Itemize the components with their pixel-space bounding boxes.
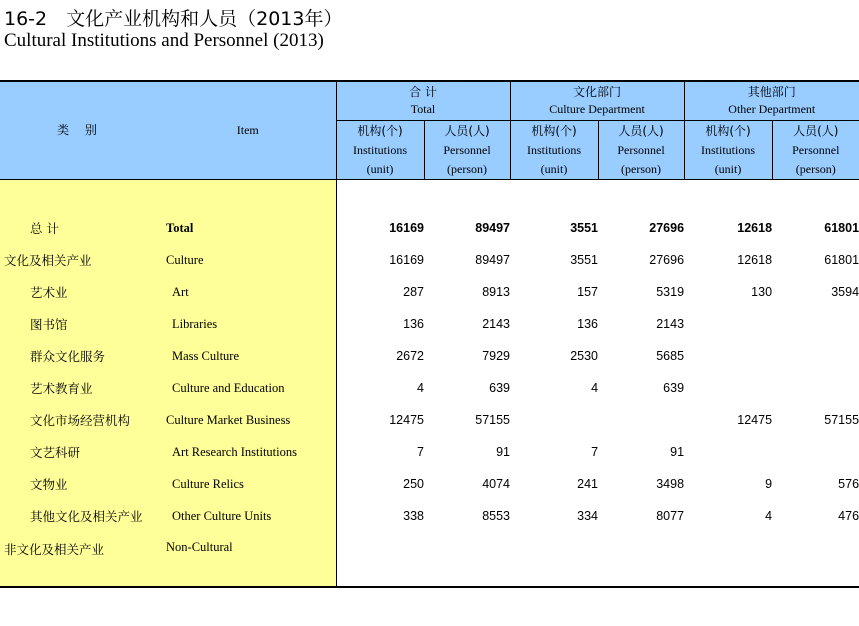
row-label-en: Mass Culture bbox=[160, 340, 336, 372]
value-cell bbox=[510, 404, 598, 436]
row-label-en: Culture Market Business bbox=[160, 404, 336, 436]
value-cell: 2143 bbox=[482, 317, 511, 331]
value-cell bbox=[772, 436, 859, 468]
table-row bbox=[0, 340, 859, 372]
value-cell: 27696 bbox=[649, 253, 685, 267]
row-label-cn: 图书馆 bbox=[0, 308, 160, 340]
data-table bbox=[0, 80, 859, 588]
row-label-en: Non-Cultural bbox=[160, 532, 336, 587]
value-cell: 136 bbox=[577, 317, 599, 331]
value-cell: 576 bbox=[838, 477, 859, 491]
row-label-en: Culture bbox=[160, 244, 336, 276]
value-cell: 8553 bbox=[482, 509, 511, 523]
value-cell: 7 bbox=[336, 436, 424, 468]
value-cell: 2530 bbox=[570, 349, 599, 363]
value-cell: 57155 bbox=[824, 413, 859, 427]
header-category: 类 别 bbox=[0, 81, 160, 180]
row-label-cn: 文化及相关产业 bbox=[0, 244, 160, 276]
value-cell bbox=[336, 532, 424, 587]
header-group-total: 合 计 Total bbox=[336, 81, 510, 121]
table-row bbox=[0, 372, 859, 404]
value-cell bbox=[684, 308, 772, 340]
row-label-cn: 其他文化及相关产业 bbox=[0, 500, 160, 532]
row-label-cn: 艺术业 bbox=[0, 276, 160, 308]
value-cell: 91 bbox=[496, 445, 511, 459]
table-row bbox=[0, 436, 859, 468]
row-label-cn: 非文化及相关产业 bbox=[0, 532, 160, 587]
table-row bbox=[0, 308, 859, 340]
value-cell: 61801 bbox=[824, 253, 859, 267]
value-cell: 338 bbox=[336, 500, 424, 532]
header-item: Item bbox=[160, 81, 336, 180]
value-cell bbox=[510, 532, 598, 587]
value-cell: 476 bbox=[838, 509, 859, 523]
value-cell bbox=[772, 532, 859, 587]
table-row bbox=[0, 404, 859, 436]
value-cell: 639 bbox=[663, 381, 685, 395]
table-row bbox=[0, 276, 859, 308]
value-cell bbox=[772, 372, 859, 404]
table-row bbox=[0, 468, 859, 500]
value-cell: 89497 bbox=[475, 221, 511, 235]
value-cell bbox=[772, 308, 859, 340]
value-cell: 12475 bbox=[737, 413, 773, 427]
value-cell: 16169 bbox=[336, 212, 424, 244]
header-group-culture-dept: 文化部门 Culture Department bbox=[510, 81, 684, 121]
value-cell: 12618 bbox=[737, 253, 773, 267]
value-cell bbox=[772, 340, 859, 372]
header-personnel: 人员(人) Personnel (person) bbox=[772, 121, 859, 180]
value-cell: 16169 bbox=[336, 244, 424, 276]
header-personnel: 人员(人) Personnel (person) bbox=[598, 121, 684, 180]
value-cell: 7929 bbox=[482, 349, 511, 363]
value-cell: 136 bbox=[336, 308, 424, 340]
value-cell: 4 bbox=[591, 381, 599, 395]
value-cell: 2672 bbox=[336, 340, 424, 372]
header-institutions: 机构(个) Institutions (unit) bbox=[684, 121, 772, 180]
value-cell bbox=[684, 340, 772, 372]
value-cell: 241 bbox=[577, 477, 599, 491]
value-cell: 4074 bbox=[482, 477, 511, 491]
value-cell: 287 bbox=[336, 276, 424, 308]
header-group-other-dept: 其他部门 Other Department bbox=[684, 81, 859, 121]
value-cell: 89497 bbox=[475, 253, 511, 267]
row-label-en: Culture Relics bbox=[160, 468, 336, 500]
row-label-cn: 总 计 bbox=[0, 212, 160, 244]
table-row bbox=[0, 212, 859, 244]
value-cell: 334 bbox=[577, 509, 599, 523]
value-cell: 157 bbox=[577, 285, 599, 299]
value-cell: 9 bbox=[765, 477, 773, 491]
header-institutions: 机构(个) Institutions (unit) bbox=[510, 121, 598, 180]
value-cell: 639 bbox=[489, 381, 511, 395]
row-label-en: Other Culture Units bbox=[160, 500, 336, 532]
value-cell: 91 bbox=[670, 445, 685, 459]
row-label-cn: 文化市场经营机构 bbox=[0, 404, 160, 436]
row-label-en: Culture and Education bbox=[160, 372, 336, 404]
value-cell: 8913 bbox=[482, 285, 511, 299]
row-label-en: Art bbox=[160, 276, 336, 308]
value-cell: 12618 bbox=[737, 221, 773, 235]
row-label-cn: 艺术教育业 bbox=[0, 372, 160, 404]
value-cell: 4 bbox=[336, 372, 424, 404]
value-cell: 5319 bbox=[656, 285, 685, 299]
value-cell: 3498 bbox=[656, 477, 685, 491]
value-cell: 3551 bbox=[570, 221, 599, 235]
value-cell: 61801 bbox=[824, 221, 859, 235]
row-label-en: Art Research Institutions bbox=[160, 436, 336, 468]
row-label-cn: 群众文化服务 bbox=[0, 340, 160, 372]
value-cell: 57155 bbox=[475, 413, 511, 427]
value-cell bbox=[684, 532, 772, 587]
table-title-en: Cultural Institutions and Personnel (2013) bbox=[4, 30, 324, 51]
row-label-cn: 文艺科研 bbox=[0, 436, 160, 468]
value-cell: 27696 bbox=[649, 221, 685, 235]
value-cell bbox=[598, 404, 684, 436]
value-cell: 4 bbox=[765, 509, 773, 523]
table-title-cn: 16-2 文化产业机构和人员（2013年） bbox=[4, 8, 343, 30]
value-cell: 7 bbox=[591, 445, 599, 459]
row-label-en: Libraries bbox=[160, 308, 336, 340]
value-cell: 130 bbox=[751, 285, 773, 299]
value-cell: 12475 bbox=[336, 404, 424, 436]
value-cell: 2143 bbox=[656, 317, 685, 331]
value-cell bbox=[684, 436, 772, 468]
row-label-en: Total bbox=[160, 212, 336, 244]
value-cell: 250 bbox=[336, 468, 424, 500]
value-cell: 3551 bbox=[570, 253, 599, 267]
row-label-cn: 文物业 bbox=[0, 468, 160, 500]
value-cell: 8077 bbox=[656, 509, 685, 523]
header-personnel: 人员(人) Personnel (person) bbox=[424, 121, 510, 180]
value-cell: 5685 bbox=[656, 349, 685, 363]
value-cell bbox=[684, 372, 772, 404]
table-row bbox=[0, 244, 859, 276]
value-cell: 3594 bbox=[831, 285, 859, 299]
value-cell bbox=[598, 532, 684, 587]
header-institutions: 机构(个) Institutions (unit) bbox=[336, 121, 424, 180]
table-row bbox=[0, 532, 859, 587]
table-row bbox=[0, 500, 859, 532]
value-cell bbox=[424, 532, 510, 587]
